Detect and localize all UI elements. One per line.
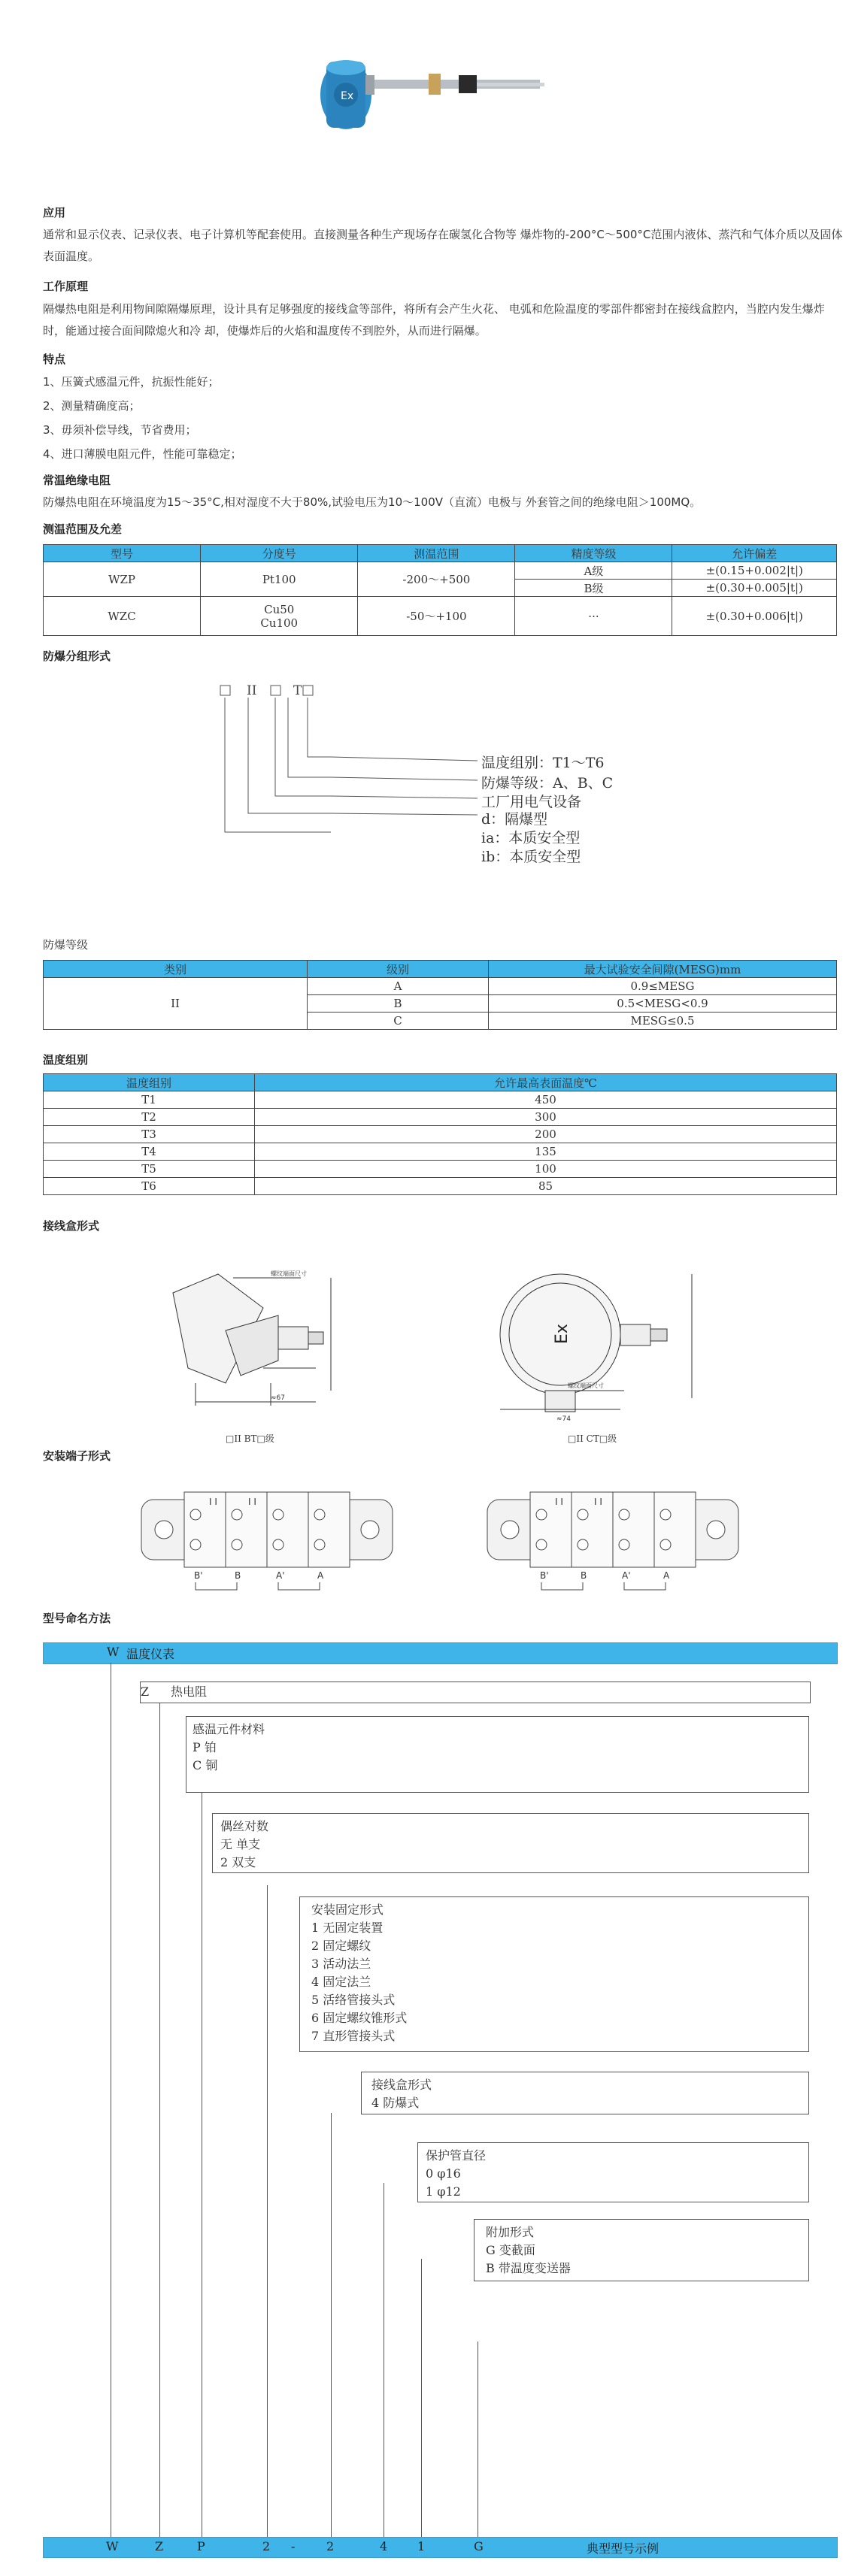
cell: -200～+500	[358, 562, 515, 597]
terminal-label: B	[235, 1570, 241, 1581]
example-code: 4	[380, 2539, 388, 2553]
cell: T1	[44, 1091, 255, 1109]
example-code: P	[197, 2539, 205, 2553]
svg-text:II: II	[247, 683, 257, 698]
cell: A级	[515, 562, 672, 580]
naming-box-line: 4 防爆式	[371, 2096, 420, 2110]
exform-label: 温度组别：T1～T6	[481, 755, 605, 771]
cell: ±(0.30+0.006|t|)	[672, 597, 837, 636]
jbox-note-2: 螺纹端面尺寸	[568, 1382, 604, 1389]
section-title-grade: 防爆等级	[43, 938, 89, 952]
connector-line	[421, 2259, 422, 2537]
section-text-application: 通常和显示仪表、记录仪表、电子计算机等配套使用。直接测量各种生产现场存在碳氢化合物等 爆炸物的-200°C～500°C范围内液体、蒸汽和气体介质以及固体表面温度。	[43, 228, 843, 263]
cell: MESG≤0.5	[489, 1013, 837, 1030]
example-code: 2	[262, 2539, 271, 2553]
naming-z-box	[140, 1682, 811, 1703]
col-header: 允许最高表面温度℃	[255, 1074, 837, 1091]
naming-box-line: C 铜	[193, 1758, 218, 1772]
col-header: 测温范围	[358, 545, 515, 562]
cell: II	[44, 978, 308, 1030]
exform-connectors	[331, 752, 481, 857]
cell: 450	[255, 1091, 837, 1109]
naming-box-line: P 铂	[193, 1740, 217, 1754]
col-header: 类别	[44, 961, 308, 978]
cell: T2	[44, 1109, 255, 1126]
naming-box-line: 0 φ16	[426, 2166, 461, 2181]
jbox-caption-2: □II CT□级	[568, 1433, 617, 1444]
example-code: -	[291, 2539, 296, 2553]
section-title-term: 安装端子形式	[43, 1449, 111, 1463]
section-title-exform: 防爆分组形式	[43, 649, 111, 663]
jbox-drawing-2	[489, 1263, 714, 1436]
naming-w-code: W	[107, 1645, 120, 1659]
cell: ···	[515, 597, 672, 636]
naming-box-line: 7 直形管接头式	[311, 2029, 396, 2043]
col-header: 精度等级	[515, 545, 672, 562]
naming-box-line: 无 单支	[220, 1837, 261, 1851]
cell: T3	[44, 1126, 255, 1143]
terminal-label: I I	[209, 1497, 217, 1507]
connector-line	[159, 1702, 160, 2537]
section-title-jbox: 接线盒形式	[43, 1219, 100, 1233]
cell: T5	[44, 1161, 255, 1178]
temp-table	[43, 1073, 837, 1195]
cell	[201, 597, 358, 636]
section-title-features: 特点	[43, 353, 66, 366]
section-title-range: 测温范围及允差	[43, 522, 123, 536]
cell: ±(0.30+0.005|t|)	[672, 580, 837, 597]
product-photo	[316, 45, 549, 139]
terminal-label: A	[663, 1570, 670, 1581]
exform-label: ib：本质安全型	[481, 849, 581, 865]
feature-item: 3、毋须补偿导线，节省费用；	[43, 423, 197, 437]
terminal-label: I I	[594, 1497, 602, 1507]
cell-line: Cu50	[264, 602, 295, 616]
jbox-dim-2: ≈74	[556, 1415, 571, 1423]
feature-item: 1、压簧式感温元件，抗振性能好；	[43, 375, 220, 389]
naming-box-line: B 带温度变送器	[486, 2261, 571, 2275]
cell: B	[308, 995, 489, 1013]
terminal-block-2	[481, 1481, 744, 1601]
naming-box-pairs	[212, 1813, 809, 1873]
naming-box-line: G 变截面	[486, 2243, 535, 2257]
section-title-naming: 型号命名方法	[43, 1612, 111, 1625]
svg-text:Ex: Ex	[341, 90, 354, 102]
cell: 135	[255, 1143, 837, 1161]
exform-diagram	[218, 678, 331, 843]
jbox-dim-1: ≈67	[271, 1394, 285, 1402]
naming-box-material	[186, 1716, 809, 1793]
naming-box-line: 1 φ12	[426, 2184, 461, 2199]
cell: 85	[255, 1178, 837, 1195]
section-text-principle: 隔爆热电阻是利用物间隙隔爆原理，设计具有足够强度的接线盒等部件，将所有会产生火花、 电弧和危险温度的零部件都密封在接线盒腔内，当腔内发生爆炸时，能通过接合面间隙熄火和冷 却，使爆炸后的火焰和温度传不到腔外，从而进行隔爆。	[43, 302, 825, 338]
example-label: 典型型号示例	[587, 2541, 659, 2556]
exform-label: 防爆等级：A、B、C	[481, 775, 614, 792]
grade-table	[43, 960, 837, 1030]
terminal-label: A'	[276, 1570, 285, 1581]
terminal-label: B'	[540, 1570, 549, 1581]
jbox-caption-1: □II BT□级	[226, 1433, 274, 1444]
naming-z-code: Z	[141, 1685, 150, 1699]
naming-box-title: 感温元件材料	[193, 1722, 265, 1736]
section-title-principle: 工作原理	[43, 280, 89, 293]
naming-box-title: 安装固定形式	[311, 1902, 384, 1917]
jbox-note-1: 螺纹端面尺寸	[271, 1270, 307, 1277]
cell: B级	[515, 580, 672, 597]
svg-text:T: T	[293, 683, 302, 698]
example-code: W	[106, 2539, 119, 2553]
terminal-label: B'	[194, 1570, 203, 1581]
cell: 100	[255, 1161, 837, 1178]
naming-box-title: 附加形式	[486, 2225, 535, 2239]
example-code: 2	[326, 2539, 335, 2553]
section-title-temp: 温度组别	[43, 1053, 89, 1067]
feature-item: 2、测量精确度高；	[43, 399, 141, 413]
col-header: 最大试验安全间隙(MESG)mm	[489, 961, 837, 978]
col-header: 允许偏差	[672, 545, 837, 562]
exform-label: ia：本质安全型	[481, 830, 581, 846]
cell: C	[308, 1013, 489, 1030]
cell: T6	[44, 1178, 255, 1195]
naming-box-title: 保护管直径	[426, 2148, 487, 2163]
connector-line	[267, 1885, 268, 2537]
cell: 300	[255, 1109, 837, 1126]
cell: 200	[255, 1126, 837, 1143]
col-header: 型号	[44, 545, 201, 562]
cell: Pt100	[201, 562, 358, 597]
range-table	[43, 544, 837, 636]
example-code: 1	[417, 2539, 426, 2553]
naming-box-line: 2 固定螺纹	[311, 1939, 371, 1953]
connector-line	[331, 2113, 332, 2537]
naming-z-label: 热电阻	[171, 1685, 208, 1699]
cell: T4	[44, 1143, 255, 1161]
cell-line: Cu100	[260, 616, 299, 630]
cell: 0.5<MESG<0.9	[489, 995, 837, 1013]
naming-box-line: 4 固定法兰	[311, 1975, 371, 1989]
terminal-label: I I	[248, 1497, 256, 1507]
cell: WZP	[44, 562, 201, 597]
exform-label: d：隔爆型	[481, 811, 548, 828]
cell: A	[308, 978, 489, 995]
naming-box-line: 1 无固定装置	[311, 1921, 384, 1935]
terminal-label: A	[317, 1570, 324, 1581]
terminal-label: A'	[622, 1570, 631, 1581]
naming-w-label: 温度仪表	[126, 1647, 175, 1661]
feature-item: 4、进口薄膜电阻元件，性能可靠稳定；	[43, 447, 242, 461]
naming-box-title: 接线盒形式	[371, 2078, 432, 2092]
exform-label: 工厂用电气设备	[481, 794, 582, 810]
col-header: 温度组别	[44, 1074, 255, 1091]
naming-box-line: 5 活络管接头式	[311, 1993, 396, 2007]
section-title-insulation: 常温绝缘电阻	[43, 474, 111, 487]
naming-box-jbox	[361, 2072, 809, 2114]
example-code: G	[474, 2539, 484, 2553]
terminal-label: I I	[555, 1497, 563, 1507]
section-text-insulation: 防爆热电阻在环境温度为15～35°C,相对湿度不大于80%,试验电压为10～100V（直流）电极与 外套管之间的绝缘电阻＞100MQ。	[43, 495, 702, 509]
section-title-application: 应用	[43, 206, 66, 219]
terminal-label: B	[581, 1570, 587, 1581]
naming-box-diameter	[417, 2142, 809, 2202]
naming-box-mounting	[299, 1896, 809, 2052]
terminal-block-1	[135, 1481, 399, 1601]
cell: 0.9≤MESG	[489, 978, 837, 995]
jbox-ex-mark: Ex	[553, 1324, 572, 1344]
naming-box-title: 偶丝对数	[220, 1819, 269, 1833]
naming-box-additional	[474, 2219, 809, 2281]
naming-box-line: 6 固定螺纹锥形式	[311, 2011, 408, 2025]
example-code: Z	[155, 2539, 164, 2553]
naming-box-line: 3 活动法兰	[311, 1957, 371, 1971]
col-header: 分度号	[201, 545, 358, 562]
naming-box-line: 2 双支	[220, 1855, 256, 1869]
col-header: 级别	[308, 961, 489, 978]
jbox-drawing-1	[150, 1263, 346, 1436]
cell: -50～+100	[358, 597, 515, 636]
cell: WZC	[44, 597, 201, 636]
cell: ±(0.15+0.002|t|)	[672, 562, 837, 580]
